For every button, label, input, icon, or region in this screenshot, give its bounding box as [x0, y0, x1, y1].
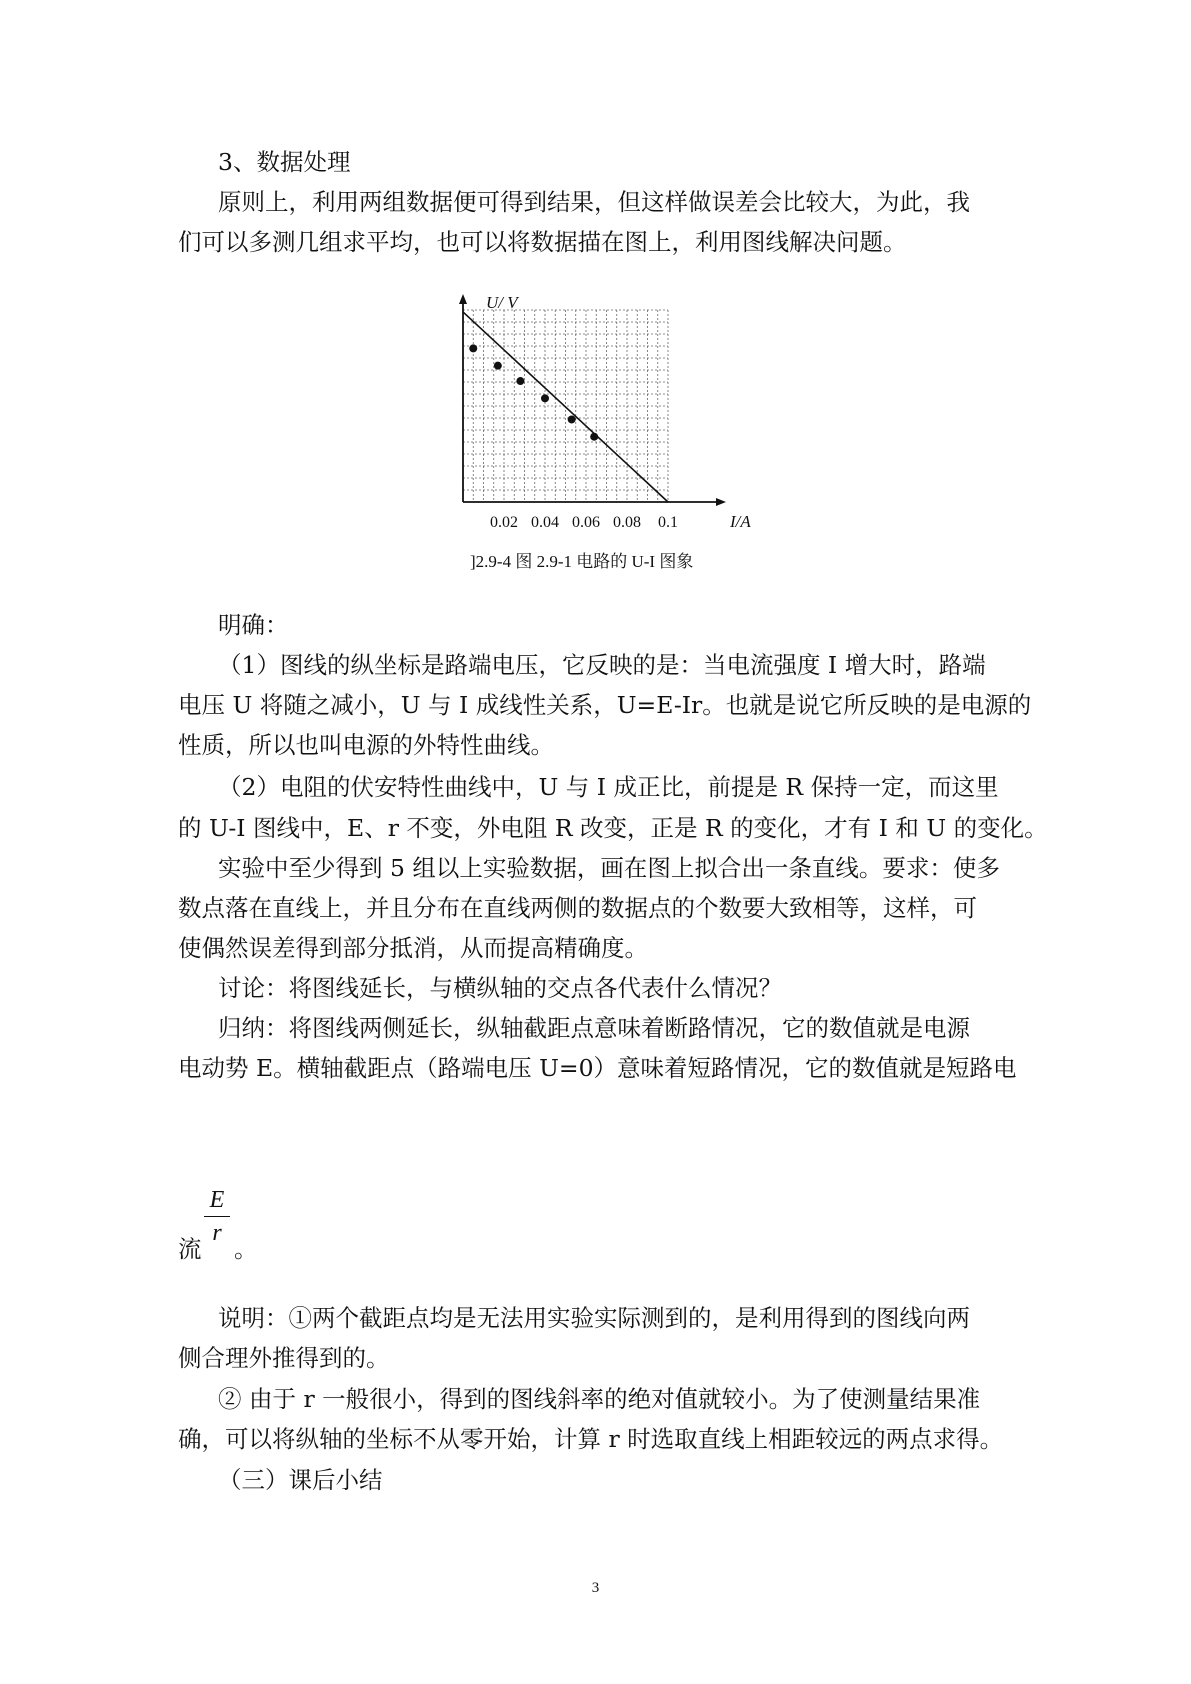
paragraph-line: 说明：①两个截距点均是无法用实验实际测到的，是利用得到的图线向两	[218, 1304, 970, 1332]
data-point	[469, 344, 477, 352]
u-i-figure	[446, 288, 770, 580]
x-axis-arrow	[716, 498, 726, 506]
data-point	[590, 433, 598, 441]
paragraph-line: 数点落在直线上，并且分布在直线两侧的数据点的个数要大致相等，这样，可	[178, 894, 977, 922]
y-axis-arrow	[459, 294, 467, 304]
subsection-heading: （三）课后小结	[218, 1466, 383, 1494]
page-number: 3	[591, 1580, 600, 1596]
paragraph-line: 归纳：将图线两侧延长，纵轴截距点意味着断路情况，它的数值就是电源	[218, 1014, 970, 1042]
x-axis-label: I/A	[730, 512, 751, 531]
x-tick-label: 0.06	[572, 514, 600, 531]
fraction-e-over-r	[204, 1186, 230, 1247]
y-axis-label: U/ V	[486, 293, 518, 312]
paragraph-line: 侧合理外推得到的。	[178, 1344, 390, 1372]
data-point	[494, 362, 502, 370]
x-tick-label: 0.02	[490, 514, 518, 531]
paragraph-line: 。	[234, 1235, 258, 1263]
clarify-label: 明确：	[218, 611, 289, 639]
paragraph-line: 使偶然误差得到部分抵消，从而提高精确度。	[178, 934, 648, 962]
paragraph-line: ② 由于 r 一般很小，得到的图线斜率的绝对值就较小。为了使测量结果准	[218, 1385, 981, 1413]
paragraph-line: 流	[178, 1235, 202, 1263]
paragraph-line: 电压 U 将随之减小，U 与 I 成线性关系，U=E-Ir。也就是说它所反映的是电源的	[178, 691, 1032, 719]
data-point	[541, 394, 549, 402]
figure-caption: ]2.9-4 图 2.9-1 电路的 U-I 图象	[470, 552, 694, 571]
fraction-bar	[204, 1216, 230, 1217]
fraction-denominator: r	[212, 1220, 222, 1246]
u-i-chart	[446, 288, 770, 580]
data-point	[516, 377, 524, 385]
section-heading: 3、数据处理	[218, 148, 351, 176]
paragraph-line: 确，可以将纵轴的坐标不从零开始，计算 r 时选取直线上相距较远的两点求得。	[178, 1425, 1004, 1453]
paragraph-line: 性质，所以也叫电源的外特性曲线。	[178, 731, 554, 759]
paragraph-line: 的 U-I 图线中，E、r 不变，外电阻 R 改变，正是 R 的变化，才有 I 和 U 的变化。	[178, 814, 1048, 842]
x-tick-label: 0.1	[658, 514, 678, 531]
paragraph-line: （1）图线的纵坐标是路端电压，它反映的是：当电流强度 I 增大时，路端	[218, 651, 986, 679]
fraction-numerator: E	[209, 1187, 225, 1213]
paragraph-line: 们可以多测几组求平均，也可以将数据描在图上，利用图线解决问题。	[178, 228, 907, 256]
data-point	[568, 415, 576, 423]
paragraph-line: 电动势 E。横轴截距点（路端电压 U=0）意味着短路情况，它的数值就是短路电	[178, 1054, 1017, 1082]
paragraph-line: 讨论：将图线延长，与横纵轴的交点各代表什么情况？	[218, 974, 782, 1002]
paragraph-line: 实验中至少得到 5 组以上实验数据，画在图上拟合出一条直线。要求：使多	[218, 854, 1000, 882]
paragraph-line: 原则上，利用两组数据便可得到结果，但这样做误差会比较大，为此，我	[218, 188, 970, 216]
x-tick-label: 0.04	[531, 514, 559, 531]
paragraph-line: （2）电阻的伏安特性曲线中，U 与 I 成正比，前提是 R 保持一定，而这里	[218, 773, 999, 801]
x-tick-label: 0.08	[613, 514, 641, 531]
